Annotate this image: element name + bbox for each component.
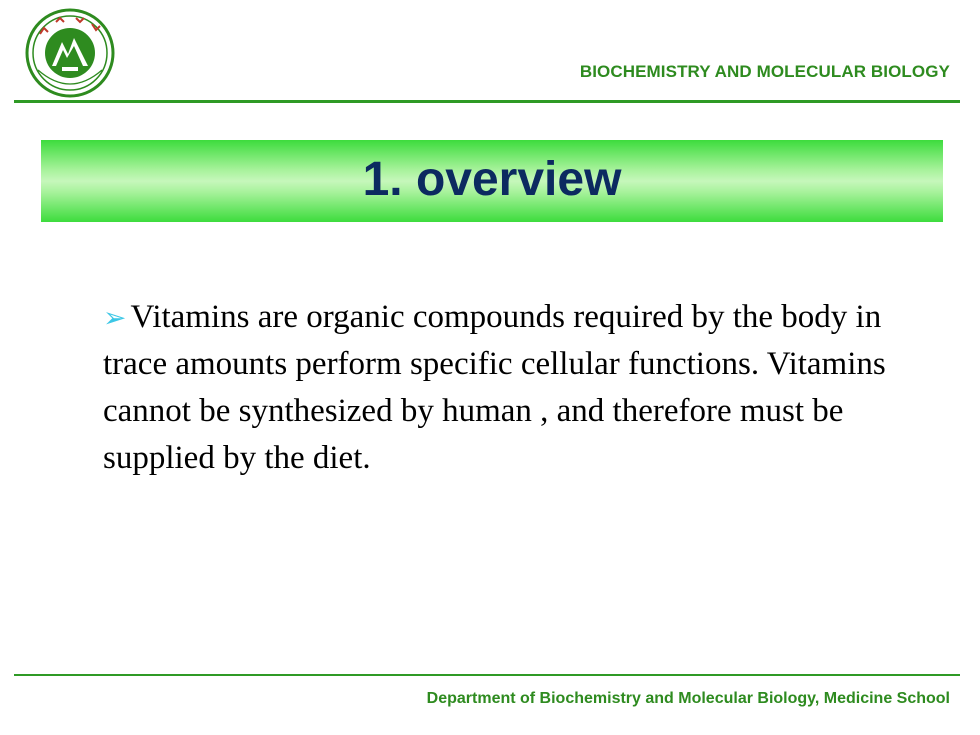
slide-title-band <box>41 140 943 222</box>
slide-body-text: Vitamins are organic compounds required by the body in trace amounts perform specific cellular functions. Vitamins cannot be synthesized by human , and therefore must be supplied by the diet. <box>103 299 886 476</box>
slide-title: 1. overview <box>362 153 622 206</box>
course-title: BIOCHEMISTRY AND MOLECULAR BIOLOGY <box>579 62 950 81</box>
university-logo <box>22 8 118 98</box>
university-seal-icon <box>22 8 118 98</box>
arrow-bullet-icon: ➢ <box>103 301 127 334</box>
header-divider <box>14 100 960 103</box>
slide-body <box>103 294 903 482</box>
footer-department: Department of Biochemistry and Molecular Biology, Medicine School <box>426 690 950 707</box>
footer-divider <box>14 674 960 676</box>
